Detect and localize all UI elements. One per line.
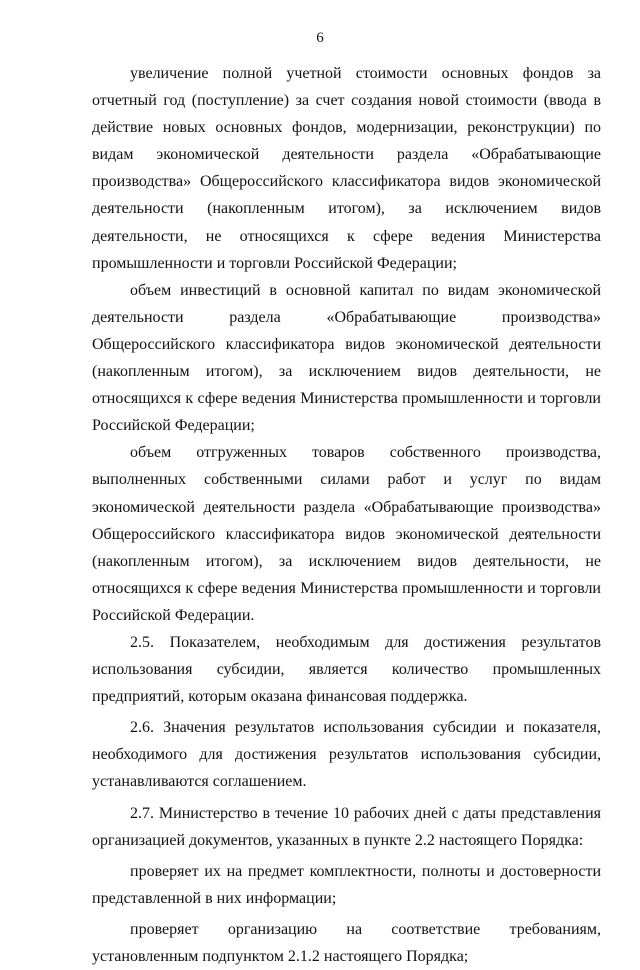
paragraph-investments: объем инвестиций в основной капитал по видам экономической деятельности раздела «Обрабатывающие производства» Общероссийского классификатора видов экономической деятельности (накопленным итогом), за исключением видов деятельности, не относящихся к сфере ведения Министерства промышленности и торговли Российской Федерации; <box>92 281 601 435</box>
paragraph-2-7: 2.7. Министерство в течение 10 рабочих дней с даты представления организацией документов, указанных в пункте 2.2 настоящего Порядка: <box>92 804 601 849</box>
paragraph-2-5: 2.5. Показателем, необходимым для достижения результатов использования субсидии, является количество промышленных предприятий, которым оказана финансовая поддержка. <box>92 633 601 706</box>
page-number: 6 <box>316 30 324 46</box>
paragraph-shipped-goods: объем отгруженных товаров собственного производства, выполненных собственными силами работ и услуг по видам экономической деятельности раздела «Обрабатывающие производства» Общероссийского классификатора видов экономической деятельности (накопленным итогом), за исключением видов деятельности, не относящихся к сфере ведения Министерства промышленности и торговли Российской Федерации. <box>92 444 601 624</box>
body-text <box>92 60 601 970</box>
paragraph-check-organization: проверяет организацию на соответствие требованиям, установленным подпунктом 2.1.2 настоящего Порядка; <box>92 920 601 965</box>
paragraph-check-completeness: проверяет их на предмет комплектности, полноты и достоверности представленной в них информации; <box>92 862 601 907</box>
paragraph-2-6: 2.6. Значения результатов использования субсидии и показателя, необходимого для достижения результатов использования субсидии, устанавливаются соглашением. <box>92 719 601 791</box>
paragraph-fixed-assets: увеличение полной учетной стоимости основных фондов за отчетный год (поступление) за счет создания новой стоимости (ввода в действие новых основных фондов, модернизации, реконструкции) по видам экономической деятельности раздела «Обрабатывающие производства» Общероссийского классификатора видов экономической деятельности (накопленным итогом), за исключением видов деятельности, не относящихся к сфере ведения Министерства промышленности и торговли Российской Федерации; <box>92 65 601 272</box>
